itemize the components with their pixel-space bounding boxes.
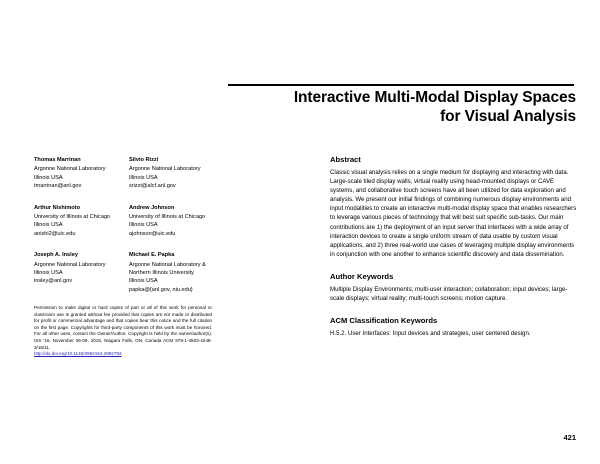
page-number: 421 [563, 433, 576, 442]
acm-classification-body: H.5.2. User Interfaces: Input devices and strategies, user centered design. [330, 330, 531, 338]
author-name: Silvio Rizzi [129, 157, 159, 163]
title-line-1: Interactive Multi-Modal Display Spaces [293, 89, 576, 106]
author-name: Michael E. Papka [129, 252, 175, 259]
copyright-block [34, 305, 212, 358]
copyright-permission-text: Permission to make digital or hard copies of part or all of this work for personal or classroom use is granted without fee provided that copies are not made or distributed for profit or commercial advantage and that copies bear this notice and the full citation on the first page. Copyrights for third-party components of this work must be honored. For all other uses, contact the Owner/Author. [34, 305, 212, 337]
author-email: papka@{anl.gov, niu.edu} [129, 286, 193, 293]
author-location: Illinois USA [34, 174, 63, 181]
author-email: tmarrinan@anl.gov [34, 183, 82, 190]
conference-line: ISS '16, November 06-09, 2016, Niagara Falls, ON, Canada [34, 337, 162, 343]
author-name: Arthur Nishimoto [34, 204, 80, 211]
author-location-secondary: Illinois USA [129, 278, 158, 285]
author-affiliation: University of Illinois at Chicago [129, 214, 206, 221]
abstract-body: Classic visual analysis relies on a single medium for displaying and interacting with data. Large-scale tiled display walls, virtual reality using head-mounted displays or CAVE systems, and collaborative touch screens have all been utilized for data exploration and analysis. We present our initial findings of combining numerous display environments and input modalities to create an interactive multi-modal display space that enables researchers to leverage various pieces of technology that will best suit specific sub-tasks. Our main contributions are 1) the deployment of an input server that interfaces with a wide array of interaction devices to create a single uniform stream of data usable by custom visual applications, and 2) three real-world use cases of leveraging multiple display environments in conjunction with one another to enhance scientific discovery and data dissemination. [330, 169, 577, 258]
author-row [34, 204, 224, 239]
right-column [330, 154, 578, 350]
title-divider [228, 84, 574, 86]
author-block [129, 204, 224, 239]
author-location: Northern Illinois University [129, 270, 194, 277]
author-keywords-body: Multiple Display Environments; multi-user interaction; collaboration; input devices; large-scale displays; virtual reality; multi-touch screens; motion capture. [330, 285, 568, 303]
author-affiliation: Argonne National Laboratory [34, 261, 106, 268]
author-affiliation: Argonne National Laboratory [129, 166, 201, 173]
author-block [34, 156, 129, 191]
acm-classification-heading: ACM Classification Keywords [330, 316, 438, 326]
author-email: anishi2@uic.edu [34, 230, 76, 237]
author-block [129, 156, 224, 191]
acm-isbn-line: ACM 978-1-4503-4248-3/16/11. [34, 337, 212, 350]
author-location: Illinois USA [34, 222, 63, 229]
author-affiliation: Argonne National Laboratory [34, 166, 106, 173]
doi-link[interactable]: http://dx.doi.org/10.1145/2992154.2992792 [34, 351, 122, 357]
author-email: insley@anl.gov [34, 278, 73, 285]
author-location: Illinois USA [34, 270, 63, 277]
author-location: Illinois USA [129, 174, 158, 181]
author-email: srizzi@alcf.anl.gov [129, 183, 176, 190]
author-name: Andrew Johnson [129, 204, 175, 211]
author-email: ajohnson@uic.edu [129, 230, 176, 237]
author-keywords-heading: Author Keywords [330, 271, 394, 281]
author-name: Thomas Marrinan [34, 157, 81, 163]
title-line-2: for Visual Analysis [440, 108, 576, 125]
page-title [228, 88, 576, 126]
author-affiliation: University of Illinois at Chicago [34, 214, 111, 221]
author-name: Joseph A. Insley [34, 252, 78, 259]
author-row [34, 251, 224, 294]
author-affiliation: Argonne National Laboratory & [129, 261, 206, 268]
author-block [34, 251, 129, 294]
author-block [34, 204, 129, 239]
copyright-holder-line: Copyright is held by the owner/author(s). [128, 331, 213, 337]
author-location: Illinois USA [129, 222, 158, 229]
author-list [34, 156, 224, 307]
author-block [129, 251, 224, 294]
author-row [34, 156, 224, 191]
abstract-heading: Abstract [330, 155, 361, 164]
